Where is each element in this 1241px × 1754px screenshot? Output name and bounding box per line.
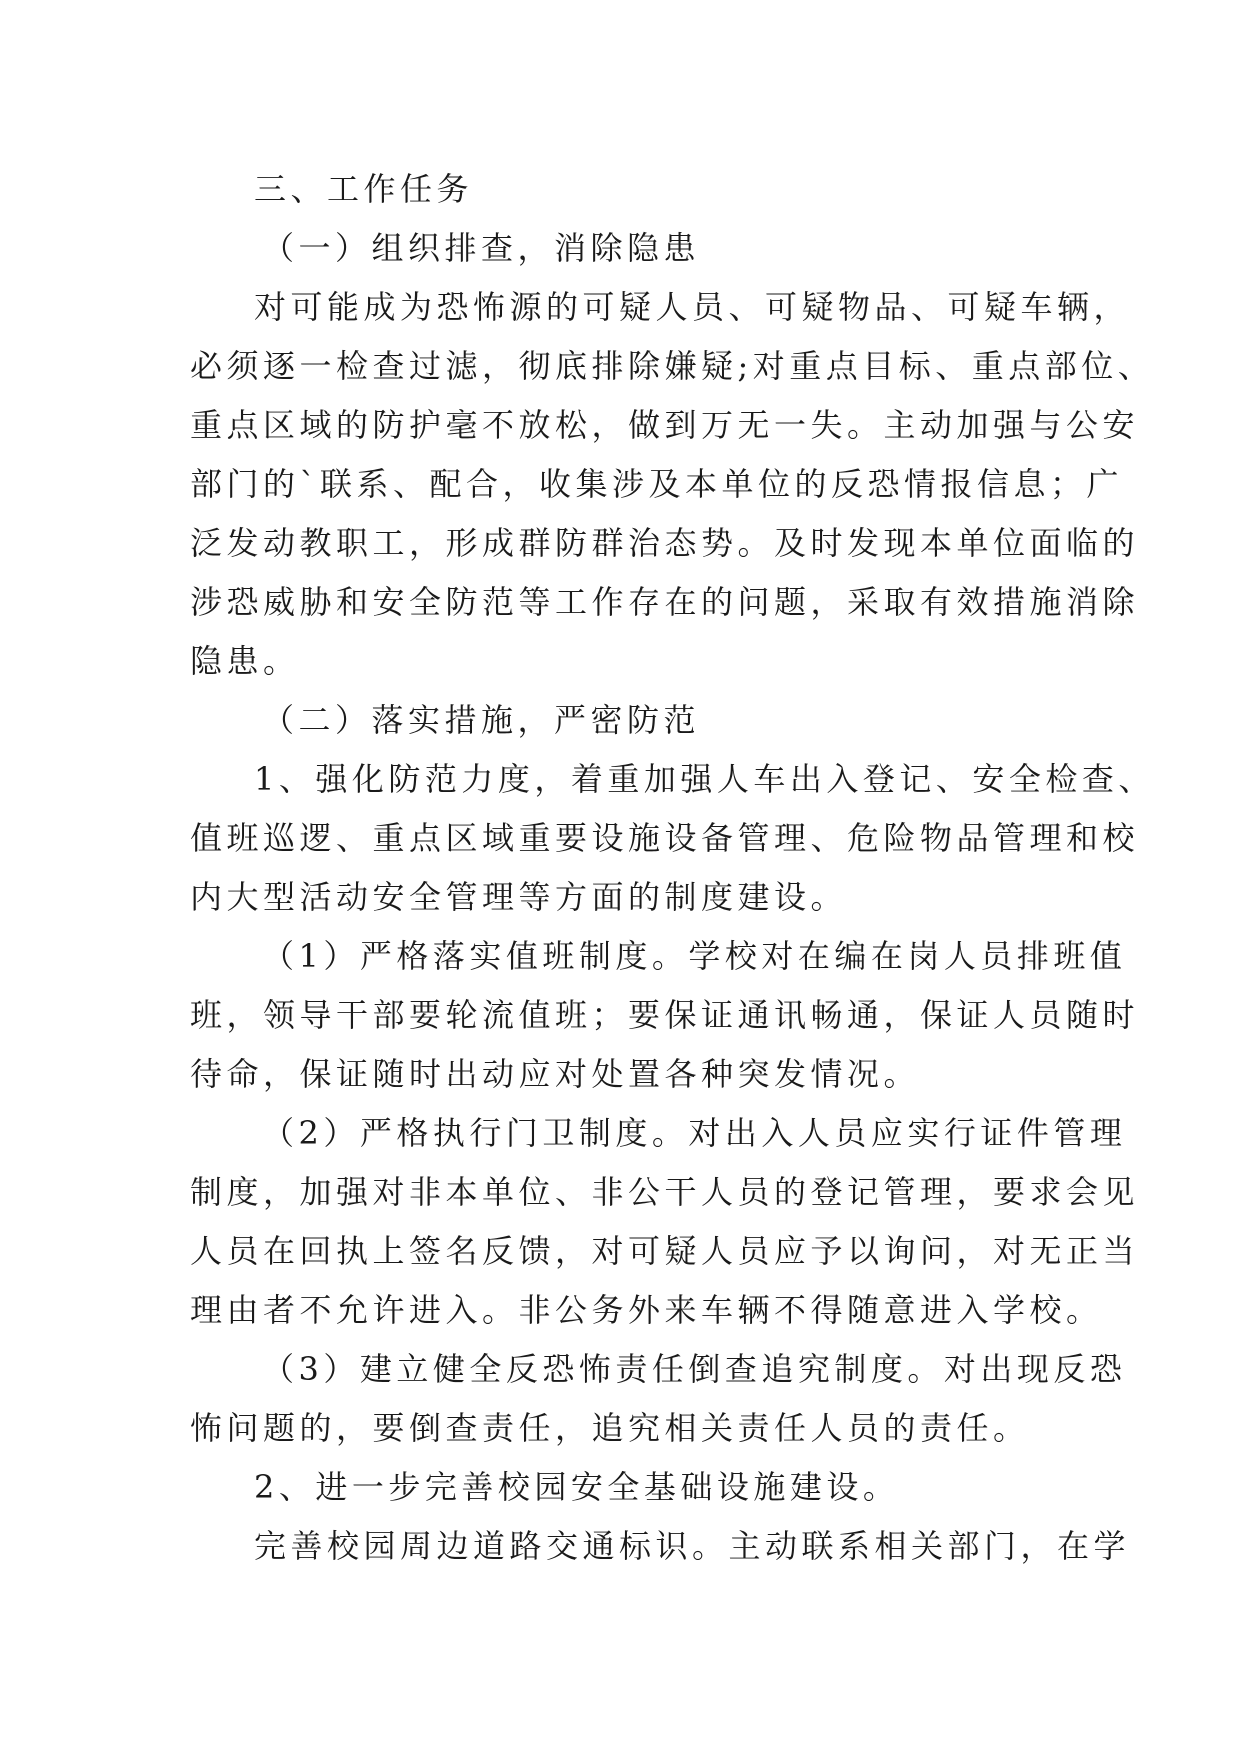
text-line: （2）严格执行门卫制度。对出入人员应实行证件管理 [262,1114,1127,1152]
paragraph [190,750,1155,927]
paragraph [190,927,1140,1104]
text-line: （3）建立健全反恐怖责任倒查追究制度。对出现反恐 [262,1350,1127,1388]
text-line: 1、强化防范力度，着重加强人车出入登记、安全检查、 [254,760,1155,798]
document-page [190,160,1155,1576]
paragraph [190,1104,1140,1340]
paragraph [190,1340,1127,1458]
text-line: 泛发动教职工，形成群防群治态势。及时发现本单位面临的 [190,524,1140,562]
subsection-title: （二）落实措施，严密防范 [262,701,701,739]
paragraph [190,278,1155,691]
text-line: 对可能成为恐怖源的可疑人员、可疑物品、可疑车辆， [254,288,1131,326]
text-line: 涉恐威胁和安全防范等工作存在的问题，采取有效措施消除 [190,583,1140,621]
text-line: 待命，保证随时出动应对处置各种突发情况。 [190,1055,921,1093]
text-line: 重点区域的防护毫不放松，做到万无一失。主动加强与公安 [190,406,1140,444]
text-line: 部门的`联系、配合，收集涉及本单位的反恐情报信息；广 [190,465,1124,503]
text-line: 班，领导干部要轮流值班；要保证通讯畅通，保证人员随时 [190,996,1140,1034]
text-line: 怖问题的，要倒查责任，追究相关责任人员的责任。 [190,1409,1030,1447]
text-line: 制度，加强对非本单位、非公干人员的登记管理，要求会见 [190,1173,1140,1211]
text-line: 隐患。 [190,642,300,680]
paragraph [190,1458,1131,1576]
text-line: 值班巡逻、重点区域重要设施设备管理、危险物品管理和校 [190,819,1140,857]
text-line: 内大型活动安全管理等方面的制度建设。 [190,878,848,916]
text-line: 2、进一步完善校园安全基础设施建设。 [254,1468,900,1506]
section-heading: 三、工作任务 [254,170,474,208]
text-line: 必须逐一检查过滤，彻底排除嫌疑;对重点目标、重点部位、 [190,347,1155,385]
text-line: 完善校园周边道路交通标识。主动联系相关部门，在学 [254,1527,1131,1565]
text-line: 理由者不允许进入。非公务外来车辆不得随意进入学校。 [190,1291,1103,1329]
text-line: 人员在回执上签名反馈，对可疑人员应予以询问，对无正当 [190,1232,1140,1270]
text-line: （1）严格落实值班制度。学校对在编在岗人员排班值 [262,937,1127,975]
subsection-title: （一）组织排查，消除隐患 [262,229,701,267]
